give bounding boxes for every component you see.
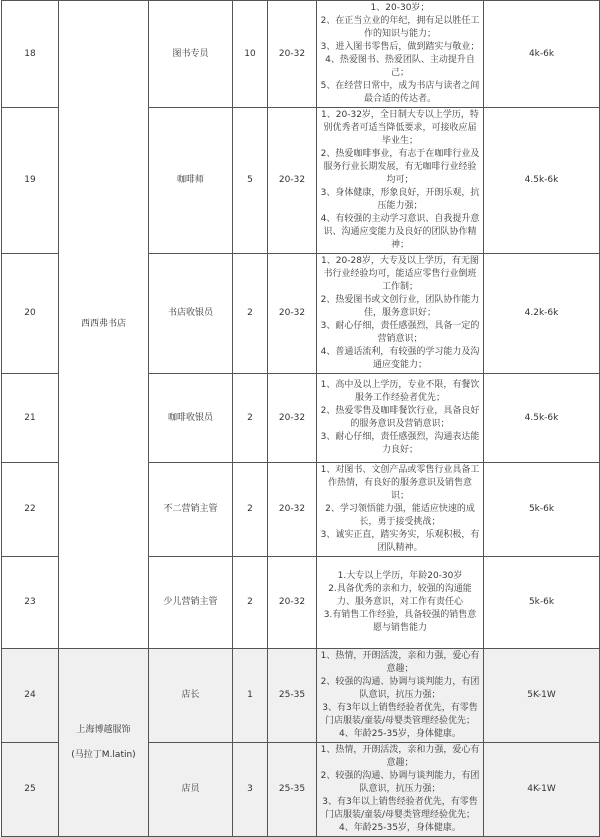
row-number: 20 [2,254,59,374]
requirement-line: 2、在正当立业的年纪，拥有足以胜任工作的知识与能力； [320,16,480,39]
requirement-line: 4、普通话流利，有较强的学习能力及沟通应变能力； [320,347,480,370]
salary: 5k-6k [484,463,600,557]
company-cell [59,1,149,649]
requirement-line: 1、对图书、文创产品或零售行业具备工作热情，有良好的服务意识及销售意识； [320,465,480,501]
company-name: 西西弗书店 [80,319,126,329]
requirement-line: 4、热爱图书、热爱团队、主动提升自己； [325,55,475,78]
requirement-line: 3、诚实正直，踏实务实，乐观积极，有团队精神。 [320,530,480,553]
requirements-cell [317,374,484,463]
requirement-line: 2、热爱零售及咖啡餐饮行业，具备良好的服务意识及营销意识； [320,406,480,429]
salary: 4.5k-6k [484,108,600,254]
requirement-line: 4、有较强的主动学习意识、自我提升意识、沟通应变能力及良好的团队协作精神； [320,214,480,250]
requirement-line: 3、有3年以上销售经验者优先，有零售门店服装/童装/母婴类管理经验优先； [322,703,478,726]
position-title: 少儿营销主管 [149,557,233,649]
salary: 4.2k-6k [484,254,600,374]
row-number: 24 [2,649,59,743]
salary: 4k-6k [484,1,600,108]
row-number: 18 [2,1,59,108]
row-number: 19 [2,108,59,254]
headcount: 10 [233,1,268,108]
position-title: 不二营销主管 [149,463,233,557]
requirements-cell [317,463,484,557]
requirement-line: 2、学习领悟能力强，能适应快速的成长，勇于接受挑战； [325,504,475,527]
requirement-line: 1、20-32岁，全日制大专以上学历，特别优秀者可适当降低要求，可接收应届毕业生； [321,110,479,146]
requirement-line: 1、热情，开朗活泼，亲和力强，爱心有意趣； [320,651,480,674]
requirement-line: 3、有3年以上销售经验者优先，有零售门店服装/童装/母婴类管理经验优先； [322,797,478,820]
headcount: 2 [233,557,268,649]
company-brand: (马拉丁M.latin) [71,749,136,760]
requirement-line: 2.具备优秀的亲和力，较强的沟通能力、服务意识，对工作有责任心 [328,584,472,607]
requirements-cell [317,743,484,837]
salary: 4K-1W [484,743,600,837]
company-cell [59,649,149,837]
requirement-line: 4、年龄25-35岁，身体健康。 [339,729,461,739]
age-range: 20-32 [268,557,317,649]
position-title: 店长 [149,649,233,743]
age-range: 20-32 [268,254,317,374]
position-title: 咖啡师 [149,108,233,254]
row-number: 23 [2,557,59,649]
requirement-line: 3、耐心仔细，责任感强烈，沟通表达能力良好； [320,432,480,455]
headcount: 5 [233,108,268,254]
requirement-line: 1.大专以上学历，年龄20-30岁 [337,571,463,581]
position-title: 咖啡收银员 [149,374,233,463]
headcount: 2 [233,374,268,463]
requirement-line: 5、在经营日常中，成为书店与读者之间最合适的传达者。 [320,81,480,104]
row-number: 25 [2,743,59,837]
table-row [2,1,600,108]
position-title: 店员 [149,743,233,837]
age-range: 25-35 [268,743,317,837]
position-title: 图书专员 [149,1,233,108]
age-range: 25-35 [268,649,317,743]
salary: 5K-1W [484,649,600,743]
position-title: 书店收银员 [149,254,233,374]
age-range: 20-32 [268,463,317,557]
headcount: 2 [233,254,268,374]
row-number: 21 [2,374,59,463]
age-range: 20-32 [268,1,317,108]
salary: 5k-6k [484,557,600,649]
salary: 4.5k-6k [484,374,600,463]
requirement-line: 4、年龄25-35岁，身体健康。 [339,823,461,833]
age-range: 20-32 [268,108,317,254]
age-range: 20-32 [268,374,317,463]
requirement-line: 2、热爱咖啡事业，有志于在咖啡行业及服务行业长期发展，有无咖啡行业经验均可； [320,149,480,185]
requirement-line: 2、较强的沟通、协调与谈判能力，有团队意识，抗压力强； [320,771,480,794]
requirements-cell [317,254,484,374]
requirement-line: 1、高中及以上学历，专业不限，有餐饮服务工作经验者优先； [320,380,480,403]
requirements-cell [317,649,484,743]
job-listing-table [1,0,600,837]
requirement-line: 3、进入图书零售后，做到踏实与敬业； [320,42,480,52]
requirement-line: 2、热爱图书或文创行业，团队协作能力佳，服务意识好； [320,295,480,318]
requirement-line: 2、较强的沟通、协调与谈判能力，有团队意识，抗压力强； [320,677,480,700]
headcount: 1 [233,649,268,743]
requirement-line: 3、身体健康，形象良好，开朗乐观，抗压能力强； [320,188,480,211]
headcount: 3 [233,743,268,837]
row-number: 22 [2,463,59,557]
requirements-cell [317,108,484,254]
company-name: 上海博越服饰 [76,724,131,735]
requirement-line: 1、热情，开朗活泼，亲和力强，爱心有意趣； [320,745,480,768]
requirement-line: 3、耐心仔细，责任感强烈，具备一定的营销意识； [320,321,480,344]
headcount: 2 [233,463,268,557]
requirement-line: 1、20-28岁，大专及以上学历，有无图书行业经验均可，能适应零售行业倒班工作制； [321,256,479,292]
table-row [2,649,600,743]
requirements-cell [317,1,484,108]
requirements-cell [317,557,484,649]
requirement-line: 3.有销售工作经验，具备较强的销售意愿与销售能力 [323,610,477,633]
requirement-line: 1、20-30岁； [370,3,430,13]
